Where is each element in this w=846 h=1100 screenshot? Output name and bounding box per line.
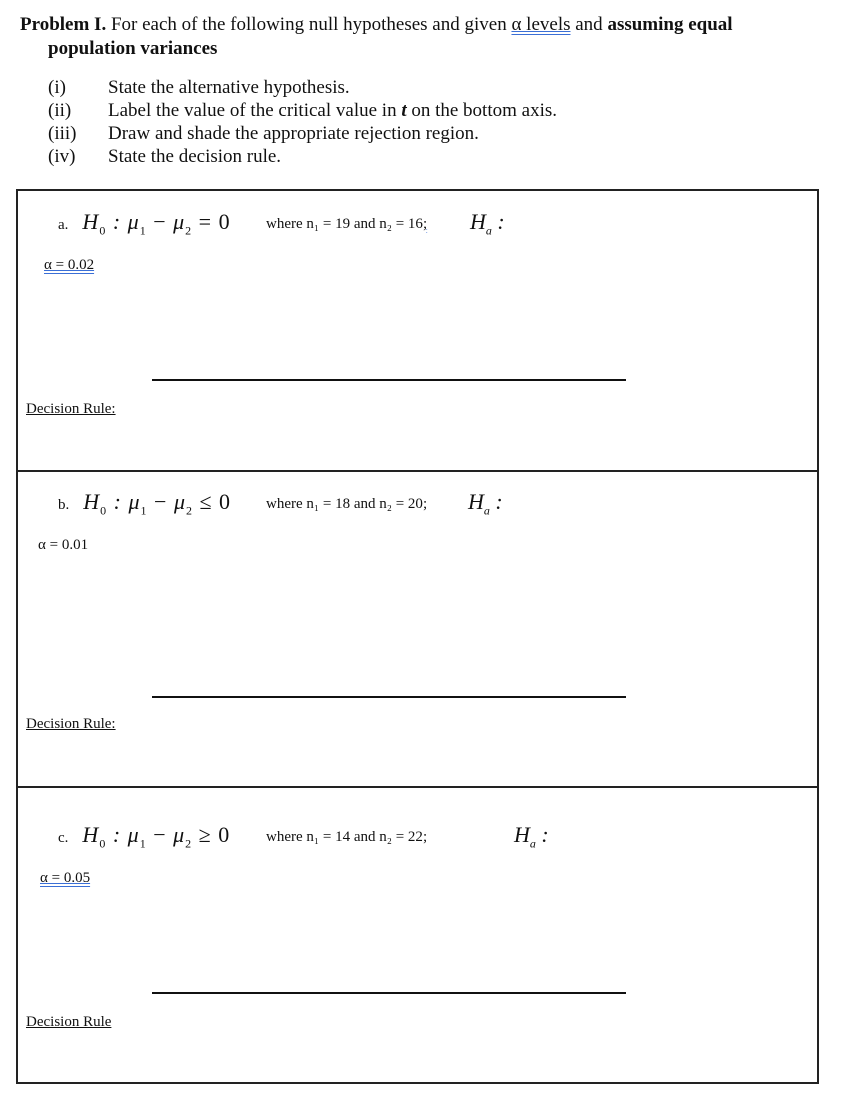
problem-a-box — [16, 189, 819, 472]
problem-b-box — [16, 470, 819, 788]
h0-equation: $H_0$ : $\mu_1 - \mu_2 = 0$ — [82, 209, 231, 238]
intro-text: For each of the following null hypotheses and given — [106, 14, 512, 35]
alpha-value-a: α = 0.02 — [44, 257, 95, 273]
problem-label: Problem I. — [20, 14, 107, 35]
h0-equation: $H_0$ : $\mu_1 - \mu_2 \ge 0$ — [82, 822, 231, 851]
null-hypothesis-c — [58, 822, 230, 851]
sample-sizes-a: where n₁ = 19 and n₂ = 16; — [266, 216, 428, 232]
sample-sizes-c: where n₁ = 14 and n₂ = 22; — [266, 829, 428, 845]
and-text: and — [570, 14, 608, 35]
instruction-list — [48, 76, 557, 168]
t-axis-line-b — [152, 696, 626, 698]
sample-sizes-b: where n₁ = 18 and n₂ = 20; — [266, 496, 428, 512]
problem-c-box — [16, 786, 819, 1084]
instruction-text: Draw and shade the appropriate rejection region. — [108, 123, 479, 144]
t-symbol: t — [401, 100, 407, 121]
instruction-text-post: on the bottom axis. — [406, 100, 557, 121]
instruction-number: (i) — [48, 77, 66, 98]
decision-rule-label-a: Decision Rule: — [26, 401, 116, 417]
problem-letter: b. — [58, 497, 70, 513]
problem-letter: c. — [58, 830, 69, 846]
alternative-hypothesis-c: $H_a$ : — [514, 822, 549, 851]
alternative-hypothesis-a: $H_a$ : — [470, 209, 505, 238]
instruction-number: (ii) — [48, 100, 72, 121]
instruction-item — [48, 99, 557, 122]
alpha-levels-text: α levels — [511, 14, 571, 35]
assumption-line1: assuming equal — [607, 14, 733, 35]
instruction-item — [48, 76, 557, 99]
t-axis-line-a — [152, 379, 626, 381]
alpha-value-b: α = 0.01 — [38, 537, 89, 553]
instruction-text: State the decision rule. — [108, 146, 282, 167]
instruction-number: (iii) — [48, 123, 77, 144]
problem-heading — [20, 13, 820, 61]
instruction-item — [48, 122, 557, 145]
decision-rule-label-c: Decision Rule — [26, 1014, 112, 1030]
instruction-text-pre: Label the value of the critical value in — [108, 100, 402, 121]
null-hypothesis-a — [58, 209, 231, 238]
alpha-value-c: α = 0.05 — [40, 870, 91, 886]
assumption-line2: population variances — [48, 38, 218, 59]
problem-letter: a. — [58, 217, 69, 233]
instruction-item — [48, 145, 557, 168]
h0-equation: $H_0$ : $\mu_1 - \mu_2 \le 0$ — [83, 489, 232, 518]
instruction-number: (iv) — [48, 146, 76, 167]
alternative-hypothesis-b: $H_a$ : — [468, 489, 503, 518]
t-axis-line-c — [152, 992, 626, 994]
instruction-text — [108, 99, 557, 122]
decision-rule-label-b: Decision Rule: — [26, 716, 116, 732]
instruction-text: State the alternative hypothesis. — [108, 77, 350, 98]
null-hypothesis-b — [58, 489, 231, 518]
